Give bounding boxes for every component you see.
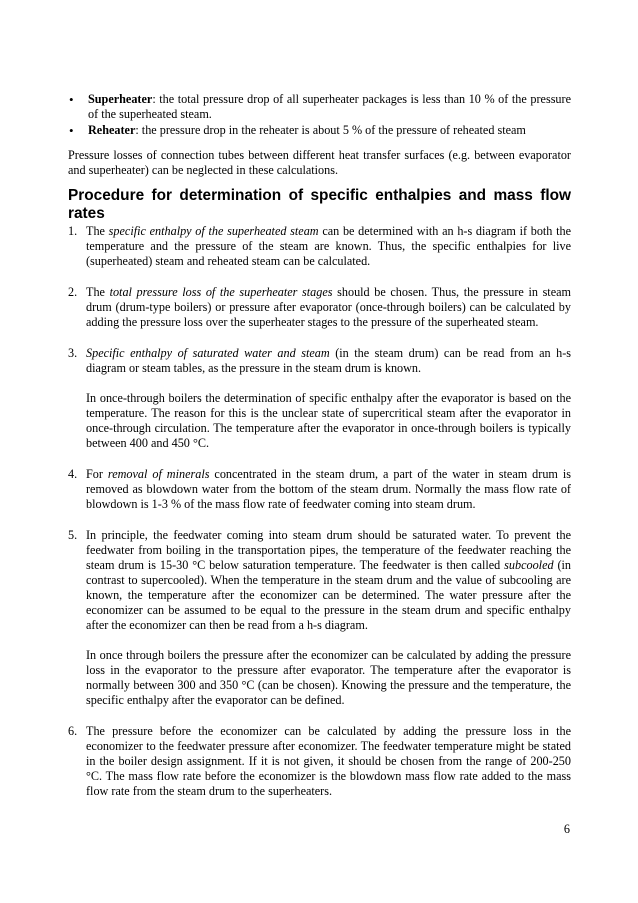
step-emphasis: total pressure loss of the superheater stages <box>109 285 333 299</box>
pressure-drop-bullets <box>68 92 571 138</box>
intro-paragraph: Pressure losses of connection tubes between different heat transfer surfaces (e.g. between evaporator and superheater) can be neglected in these calculations. <box>68 148 571 177</box>
bullet-text: : the pressure drop in the reheater is about 5 % of the pressure of reheated steam <box>135 123 526 137</box>
step-5 <box>68 528 571 708</box>
step-text: The pressure before the economizer can be calculated by adding the pressure loss in the economizer to the feedwater pressure after economizer. The feedwater temperature might be stated in the boiler design assignment. If it is not given, it should be chosen from the range of 200-250 °C. The mass flow rate before the economizer is the blowdown mass flow rate added to the mass flow rate from the steam drum to the superheaters. <box>86 724 571 798</box>
step-emphasis: specific enthalpy of the superheated steam <box>108 224 319 238</box>
step-text: In principle, the feedwater coming into steam drum should be saturated water. To prevent the feedwater from boiling in the transportation pipes, the temperature of the feedwater reaching the steam drum is 15-30 °C below saturation temperature. The feedwater is then called subcooled (in contrast to supercooled). When the temperature in the steam drum and the value of subcooling are known, the temperature after the economizer can be determined. The water pressure after the economizer can be assumed to be equal to the pressure in the steam drum and specific enthalpy after the economizer can then be read from a h-s diagram. <box>86 528 571 632</box>
step-text: The total pressure loss of the superheater stages should be chosen. Thus, the pressure in steam drum (drum-type boilers) or pressure after evaporator (once-through boilers) can be calculated by adding the pressure loss over the superheater stages to the pressure of the superheated steam. <box>86 285 571 329</box>
step-number: 6. <box>68 724 78 738</box>
bullet-reheater <box>68 123 571 138</box>
step-emphasis: removal of minerals <box>107 467 210 481</box>
step-1 <box>68 224 571 269</box>
step-2 <box>68 285 571 330</box>
step-text: Specific enthalpy of saturated water and steam (in the steam drum) can be read from an h-s diagram or steam tables, as the pressure in the steam drum is known. <box>86 346 571 375</box>
step-number: 2. <box>68 285 78 299</box>
bullet-text: : the total pressure drop of all superheater packages is less than 10 % of the pressure of the superheated steam. <box>88 92 571 121</box>
step-3 <box>68 346 571 451</box>
step-number: 4. <box>68 467 78 481</box>
step-number: 3. <box>68 346 78 360</box>
step-number: 1. <box>68 224 78 238</box>
step-4 <box>68 467 571 512</box>
section-heading: Procedure for determination of specific enthalpies and mass flow rates <box>68 187 571 222</box>
step-text: The specific enthalpy of the superheated steam can be determined with an h-s diagram if both the temperature and the pressure of the steam are known. Thus, the specific enthalpies for live (superheated) steam and reheated steam can be calculated. <box>86 224 572 268</box>
step-subparagraph: In once through boilers the pressure after the economizer can be calculated by adding the pressure loss in the evaporator to the pressure after evaporator. The temperature after the evaporator is normally between 300 and 350 °C (can be chosen). Knowing the pressure and the temperature, the specific enthalpy after the evaporator can be defined. <box>86 648 571 707</box>
step-number: 5. <box>68 528 78 542</box>
bullet-term: Reheater <box>88 123 136 137</box>
step-subparagraph: In once-through boilers the determination of specific enthalpy after the evaporator is based on the temperature. The reason for this is the unclear state of supercritical steam after the evaporator in once-through circulation. The temperature after the evaporator in once-through boilers is typically between 400 and 450 °C. <box>86 391 571 450</box>
page-content <box>68 92 571 815</box>
procedure-steps <box>68 224 571 799</box>
bullet-superheater <box>68 92 571 122</box>
step-emphasis: subcooled <box>504 558 554 572</box>
step-emphasis: Specific enthalpy of saturated water and steam <box>86 346 330 360</box>
bullet-term: Superheater <box>88 92 153 106</box>
step-text: For removal of minerals concentrated in the steam drum, a part of the water in steam drum is removed as blowdown water from the bottom of the steam drum. Normally the mass flow rate of blowdown is 1-3 % of the mass flow rate of feedwater coming into steam drum. <box>86 467 571 511</box>
step-6 <box>68 724 571 799</box>
page-number: 6 <box>563 822 570 836</box>
